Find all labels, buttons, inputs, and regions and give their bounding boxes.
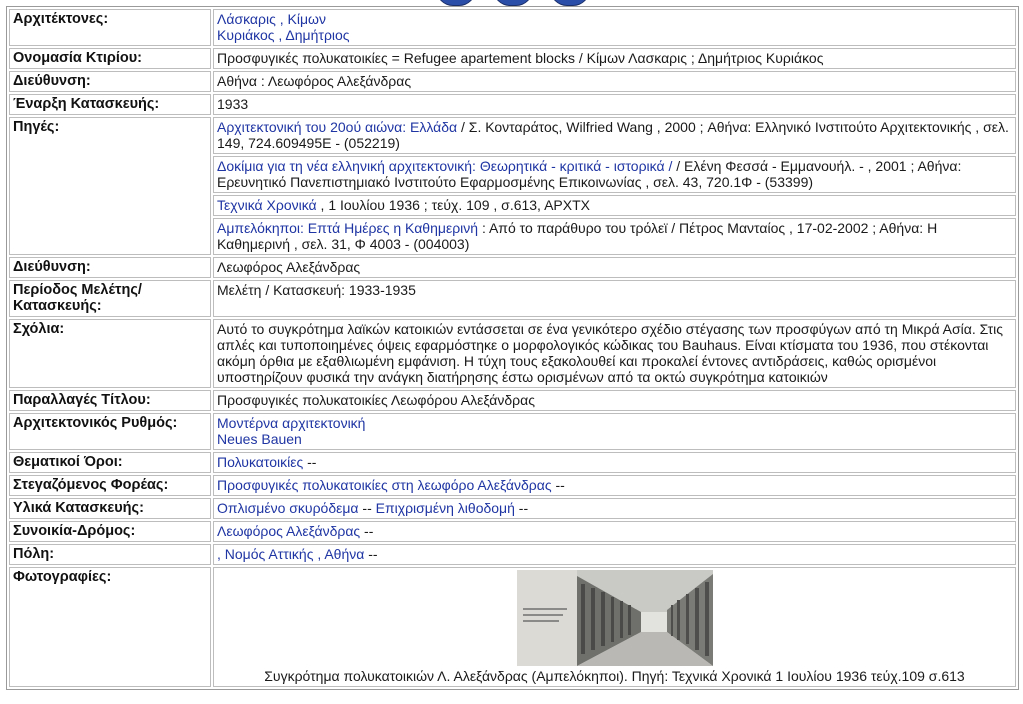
separator: --: [551, 477, 565, 493]
field-label: Αρχιτέκτονες:: [9, 9, 211, 46]
field-value: Μελέτη / Κατασκευή: 1933-1935: [213, 280, 1016, 317]
field-value: [213, 413, 1016, 450]
row-materials: [9, 498, 1016, 519]
row-address: [9, 71, 1016, 92]
row-city: [9, 544, 1016, 565]
separator: --: [364, 546, 378, 562]
source-item: [213, 156, 1016, 193]
separator: --: [358, 500, 376, 516]
field-value: 1933: [213, 94, 1016, 115]
row-neighborhood: [9, 521, 1016, 542]
row-sources: [9, 117, 1016, 154]
field-value: [213, 498, 1016, 519]
housed-body-link[interactable]: Προσφυγικές πολυκατοικίες στη λεωφόρο Αλεξάνδρας: [217, 477, 552, 493]
field-label: Πόλη:: [9, 544, 211, 565]
separator: --: [514, 500, 529, 516]
row-photos: [9, 567, 1016, 687]
subject-link[interactable]: Πολυκατοικίες: [217, 454, 304, 470]
row-title-variants: [9, 390, 1016, 411]
field-label: Φωτογραφίες:: [9, 567, 211, 687]
source-item: [213, 195, 1016, 216]
separator: --: [303, 454, 317, 470]
field-value: Προσφυγικές πολυκατοικίες Λεωφόρου Αλεξάνδρας: [213, 390, 1016, 411]
field-label: Περίοδος Μελέτης/ Κατασκευής:: [9, 280, 211, 317]
field-value: Αυτό το συγκρότημα λαϊκών κατοικιών εντάσσεται σε ένα γενικότερο σχέδιο στέγασης των προσφύγων από τη Μικρά Ασία. Στις απλές και τυποποιημένες όψεις εφαρμόστηκε ο μορφολογικός κώδικας του Bauhaus. Είναι κτίσματα του 1936, που στέκονται ακόμη όρθια με εξαθλιωμένη εμφάνιση. Η τύχη τους εξακολουθεί και προκαλεί έντονες αντιδράσεις, καθώς ορισμένοι υποστηρίζουν φυσικά την ανάγκη διατήρησης έστω ορισμένων από τα οκτώ συγκρότημα κατοικιών: [213, 319, 1016, 388]
material-link[interactable]: Οπλισμένο σκυρόδεμα: [217, 500, 359, 516]
row-building-name: [9, 48, 1016, 69]
city-link[interactable]: , Νομός Αττικής , Αθήνα: [217, 546, 365, 562]
field-label: Πηγές:: [9, 117, 211, 255]
source-item: [213, 218, 1016, 255]
field-label: Παραλλαγές Τίτλου:: [9, 390, 211, 411]
field-value: Λεωφόρος Αλεξάνδρας: [213, 257, 1016, 278]
field-label: Έναρξη Κατασκευής:: [9, 94, 211, 115]
row-subject-terms: [9, 452, 1016, 473]
style-link[interactable]: Neues Bauen: [217, 431, 302, 447]
source-link[interactable]: Αμπελόκηποι: Επτά Ημέρες η Καθημερινή: [217, 220, 479, 236]
row-period: [9, 280, 1016, 317]
field-value: [213, 521, 1016, 542]
field-value: [213, 452, 1016, 473]
field-label: Συνοικία-Δρόμος:: [9, 521, 211, 542]
source-text: , 1 Ιουλίου 1936 ; τεύχ. 109 , σ.613, ΑΡΧΤΧ: [316, 197, 590, 213]
field-label: Αρχιτεκτονικός Ρυθμός:: [9, 413, 211, 450]
field-label: Θεματικοί Όροι:: [9, 452, 211, 473]
row-housed-body: [9, 475, 1016, 496]
record-table: [6, 6, 1019, 690]
building-photo-image: [517, 570, 713, 666]
photo-caption: Συγκρότημα πολυκατοικιών Λ. Αλεξάνδρας (Αμπελόκηποι). Πηγή: Τεχνικά Χρονικά 1 Ιουλίου 1936 τεύχ.109 σ.613: [264, 668, 965, 684]
source-link[interactable]: Αρχιτεκτονική του 20ού αιώνα: Ελλάδα: [217, 119, 458, 135]
top-nav-circles: [0, 0, 1023, 5]
field-value: Αθήνα : Λεωφόρος Αλεξάνδρας: [213, 71, 1016, 92]
field-label: Ονομασία Κτιρίου:: [9, 48, 211, 69]
field-value: [213, 475, 1016, 496]
row-architects: [9, 9, 1016, 46]
field-label: Διεύθυνση:: [9, 71, 211, 92]
architect-link[interactable]: Κυριάκος , Δημήτριος: [217, 27, 350, 43]
building-photo[interactable]: [517, 570, 713, 666]
source-text: : Από το παράθυρο του τρόλεϊ / Πέτρος Μανταίος , 17-02-2002 ; Αθήνα: Η Καθημερινή , σελ. 31, Φ 4003 - (004003): [217, 220, 938, 252]
photo-cell: [213, 567, 1016, 687]
source-item: [213, 117, 1016, 154]
row-comments: [9, 319, 1016, 388]
row-address2: [9, 257, 1016, 278]
source-text: / Σ. Κονταράτος, Wilfried Wang , 2000 ; Αθήνα: Ελληνικό Ινστιτούτο Αρχιτεκτονικής , σελ. 149, 724.609495E - (052219): [217, 119, 1009, 151]
field-label: Στεγαζόμενος Φορέας:: [9, 475, 211, 496]
source-text: / Ελένη Φεσσά - Εμμανουήλ. - , 2001 ; Αθήνα: Ερευνητικό Πανεπιστημιακό Ινστιτούτο Εφαρμοσμένης Επικοινωνίας , σελ. 43, 720.1Φ - (53399): [217, 158, 962, 190]
field-label: Διεύθυνση:: [9, 257, 211, 278]
material-link[interactable]: Επιχρισμένη λιθοδομή: [375, 500, 515, 516]
field-label: Σχόλια:: [9, 319, 211, 388]
separator: --: [360, 523, 374, 539]
source-link[interactable]: Τεχνικά Χρονικά: [217, 197, 317, 213]
style-link[interactable]: Μοντέρνα αρχιτεκτονική: [217, 415, 366, 431]
architect-link[interactable]: Λάσκαρις , Κίμων: [217, 11, 326, 27]
field-value: Προσφυγικές πολυκατοικίες = Refugee apartement blocks / Κίμων Λασκαρις ; Δημήτριος Κυριάκος: [213, 48, 1016, 69]
row-construction-start: [9, 94, 1016, 115]
source-link[interactable]: Δοκίμια για τη νέα ελληνική αρχιτεκτονική: Θεωρητικά - κριτικά - ιστορικά /: [217, 158, 673, 174]
neighborhood-link[interactable]: Λεωφόρος Αλεξάνδρας: [217, 523, 361, 539]
field-label: Υλικά Κατασκευής:: [9, 498, 211, 519]
field-value: [213, 9, 1016, 46]
row-style: [9, 413, 1016, 450]
field-value: [213, 544, 1016, 565]
